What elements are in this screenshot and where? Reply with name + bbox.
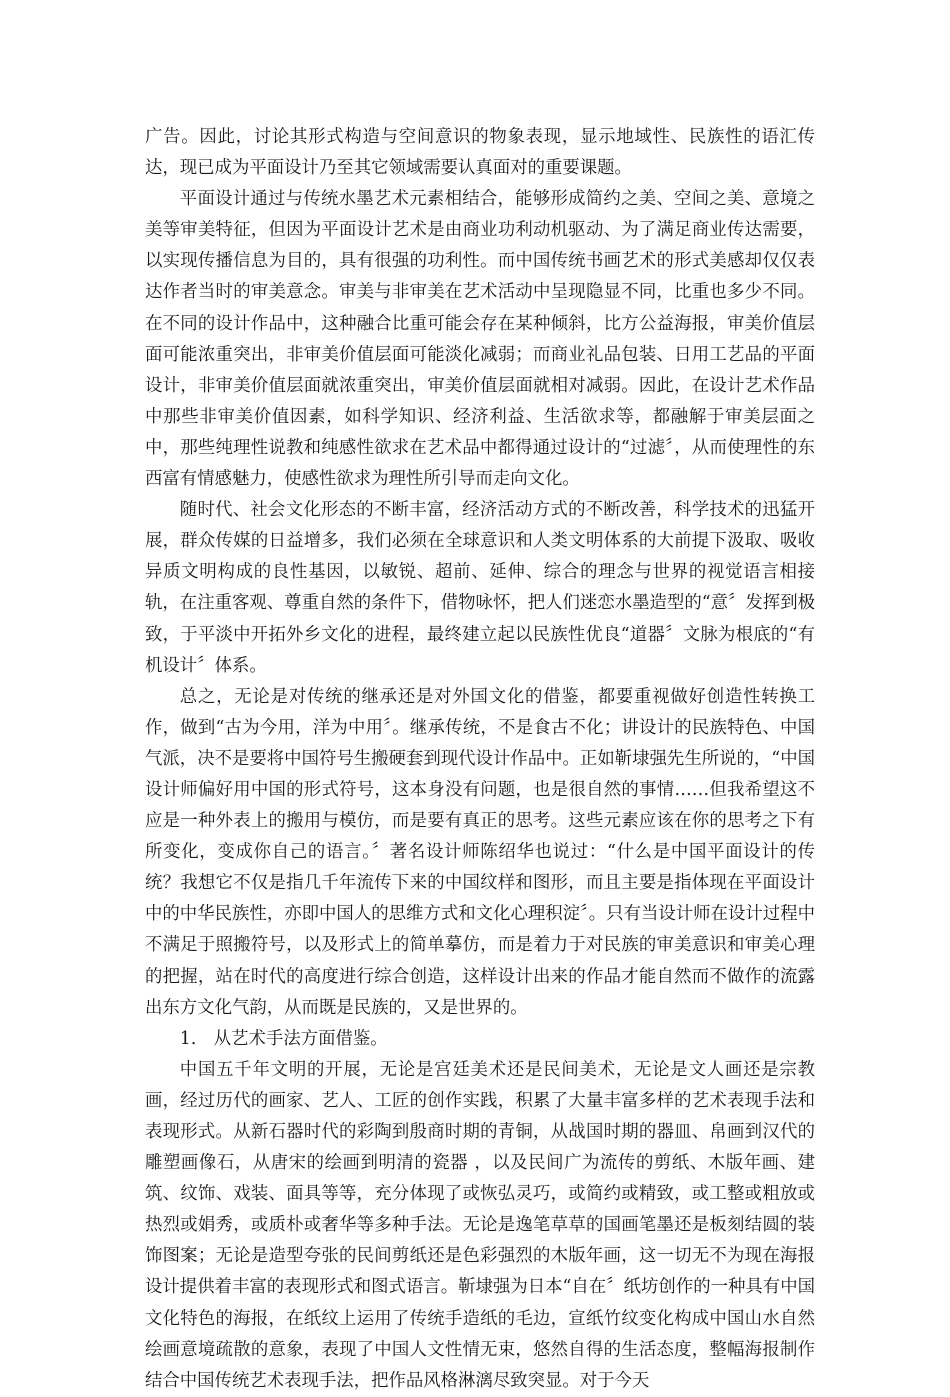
document-body bbox=[145, 122, 815, 1397]
paragraph-aesthetics: 平面设计通过与传统水墨艺术元素相结合，能够形成简约之美、空间之美、意境之美等审美特征，但因为平面设计艺术是由商业功利动机驱动、为了满足商业传达需要，以实现传播信息为目的，具有很强的功利性。而中国传统书画艺术的形式美感却仅仅表达作者当时的审美意念。审美与非审美在艺术活动中呈现隐显不同，比重也多少不同。在不同的设计作品中，这种融合比重可能会存在某种倾斜，比方公益海报，审美价值层面可能浓重突出，非审美价值层面可能淡化减弱；而商业礼品包装、日用工艺品的平面设计，非审美价值层面就浓重突出，审美价值层面就相对减弱。因此，在设计艺术作品中那些非审美价值因素，如科学知识、经济利益、生活欲求等，都融解于审美层面之中，那些纯理性说教和纯感性欲求在艺术品中都得通过设计的“过滤〞，从而使理性的东西富有情感魅力，使感性欲求为理性所引导而走向文化。 bbox=[145, 189, 815, 490]
paragraph-conclusion: 总之，无论是对传统的继承还是对外国文化的借鉴，都要重视做好创造性转换工作，做到“古为今用，洋为中用〞。继承传统，不是食古不化；讲设计的民族特色、中国气派，决不是要将中国符号生搬硬套到现代设计作品中。正如靳埭强先生所说的，“中国设计师偏好用中国的形式符号，这本身没有问题，也是很自然的事情……但我希望这不应是一种外表上的搬用与模仿，而是要有真正的思考。这些元素应该在你的思考之下有所变化，变成你自己的语言。〞著名设计师陈绍华也说过：“什么是中国平面设计的传统？我想它不仅是指几千年流传下来的中国纹样和图形，而且主要是指体现在平面设计中的中华民族性，亦即中国人的思维方式和文化心理积淀〞。只有当设计师在设计过程中不满足于照搬符号，以及形式上的简单摹仿，而是着力于对民族的审美意识和审美心理的把握，站在时代的高度进行综合创造，这样设计出来的作品才能自然而不做作的流露出东方文化气韵，从而既是民族的，又是世界的。 bbox=[145, 686, 815, 1018]
paragraph-chinese-art-history: 中国五千年文明的开展，无论是宫廷美术还是民间美术，无论是文人画还是宗教画，经过历代的画家、艺人、工匠的创作实践，积累了大量丰富多样的艺术表现手法和表现形式。从新石器时代的彩陶到殷商时期的青铜，从战国时期的器皿、帛画到汉代的雕塑画像石，从唐宋的绘画到明清的瓷器 ，以及民间广为流传的剪纸、木版年画、建筑、纹饰、戏装、面具等等，充分体现了或恢弘灵巧，或简约或精致，或工整或粗放或热烈或娟秀，或质朴或奢华等多种手法。无论是逸笔草草的国画笔墨还是板刻结圆的装饰图案；无论是造型夸张的民间剪纸还是色彩强烈的木版年画，这一切无不为现在海报设计提供着丰富的表现形式和图式语言。靳埭强为日本“自在〞纸坊创作的一种具有中国文化特色的海报，在纸纹上运用了传统手造纸的毛边，宣纸竹纹变化构成中国山水自然绘画意境疏散的意象，表现了中国人文性情无束，悠然自得的生活态度，整幅海报制作结合中国传统艺术表现手法，把作品风格淋漓尽致突显。对于今天 bbox=[145, 1059, 815, 1391]
section-heading-art-technique: 1． 从艺术手法方面借鉴。 bbox=[179, 1028, 388, 1049]
paragraph-continued: 广告。因此，讨论其形式构造与空间意识的物象表现，显示地域性、民族性的语汇传达，现已成为平面设计乃至其它领域需要认真面对的重要课题。 bbox=[145, 127, 815, 179]
paragraph-era-development: 随时代、社会文化形态的不断丰富，经济活动方式的不断改善，科学技术的迅猛开展，群众传媒的日益增多，我们必须在全球意识和人类文明体系的大前提下汲取、吸收异质文明构成的良性基因，以敏锐、超前、延伸、综合的理念与世界的视觉语言相接轨，在注重客观、尊重自然的条件下，借物咏怀，把人们迷恋水墨造型的“意〞发挥到极致，于平淡中开拓外乡文化的进程，最终建立起以民族性优良“道器〞文脉为根底的“有机设计〞体系。 bbox=[145, 500, 815, 676]
